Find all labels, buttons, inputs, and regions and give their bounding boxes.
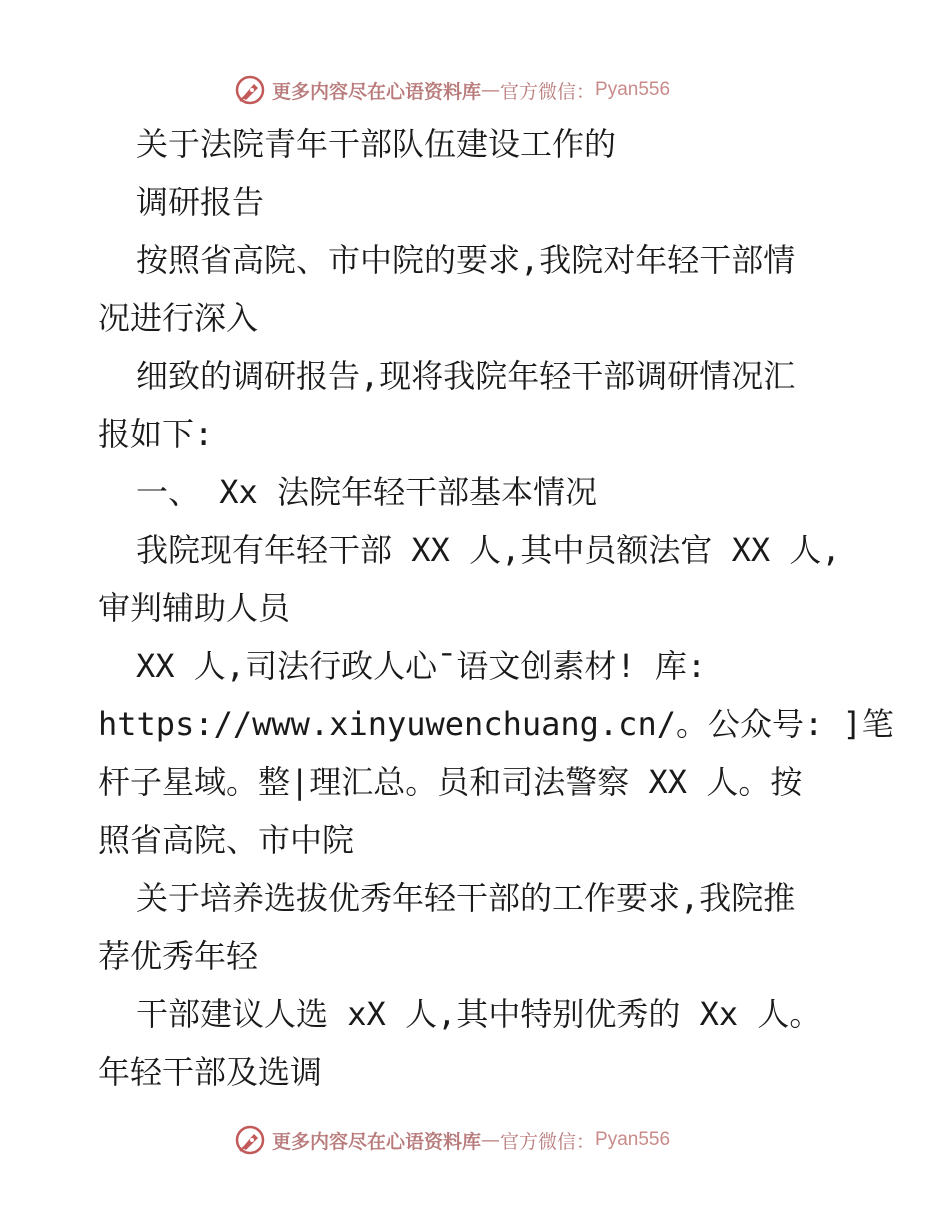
document-line: 况进行深入: [98, 299, 259, 337]
document-body: [98, 115, 894, 1101]
watermark-wechat-id: Pyan556: [595, 79, 671, 100]
document-line: 年轻干部及选调: [98, 1053, 323, 1091]
document-line: XX 人,司法行政人心¯语文创素材! 库:: [136, 647, 707, 685]
header-watermark: [234, 72, 670, 108]
watermark-dash: —: [481, 1129, 501, 1151]
watermark-sub-text: 官方微信：: [500, 1130, 596, 1153]
watermark-main-text: 更多内容尽在心语资料库: [272, 80, 482, 103]
document-line: 我院现有年轻干部 XX 人,其中员额法官 XX 人,: [136, 531, 841, 569]
document-line: 照省高院、市中院: [98, 821, 355, 859]
watermark-sub-text: 官方微信：: [500, 80, 596, 103]
document-line: 干部建议人选 xX 人,其中特别优秀的 Xx 人。: [136, 995, 822, 1033]
footer-watermark: [234, 1122, 670, 1158]
document-line: 荐优秀年轻: [98, 937, 259, 975]
watermark-wechat-id: Pyan556: [595, 1129, 671, 1150]
document-line: 按照省高院、市中院的要求,我院对年轻干部情: [136, 241, 796, 279]
document-line: 审判辅助人员: [98, 589, 291, 627]
pen-nib-logo-icon: [234, 74, 266, 106]
document-line: 杆子星域。整|理汇总。员和司法警察 XX 人。按: [98, 763, 803, 801]
document-line: 关于培养选拔优秀年轻干部的工作要求,我院推: [136, 879, 796, 917]
document-line: 调研报告: [136, 183, 265, 221]
document-line: 关于法院青年干部队伍建设工作的: [136, 125, 617, 163]
watermark-dash: —: [481, 79, 501, 101]
document-line: 细致的调研报告,现将我院年轻干部调研情况汇: [136, 357, 796, 395]
watermark-main-text: 更多内容尽在心语资料库: [272, 1130, 482, 1153]
document-line: 一、 Xx 法院年轻干部基本情况: [136, 473, 598, 511]
document-line: 报如下:: [98, 415, 214, 453]
document-line: https://www.xinyuwenchuang.cn/。公众号: ]笔: [98, 705, 894, 743]
pen-nib-logo-icon: [234, 1124, 266, 1156]
